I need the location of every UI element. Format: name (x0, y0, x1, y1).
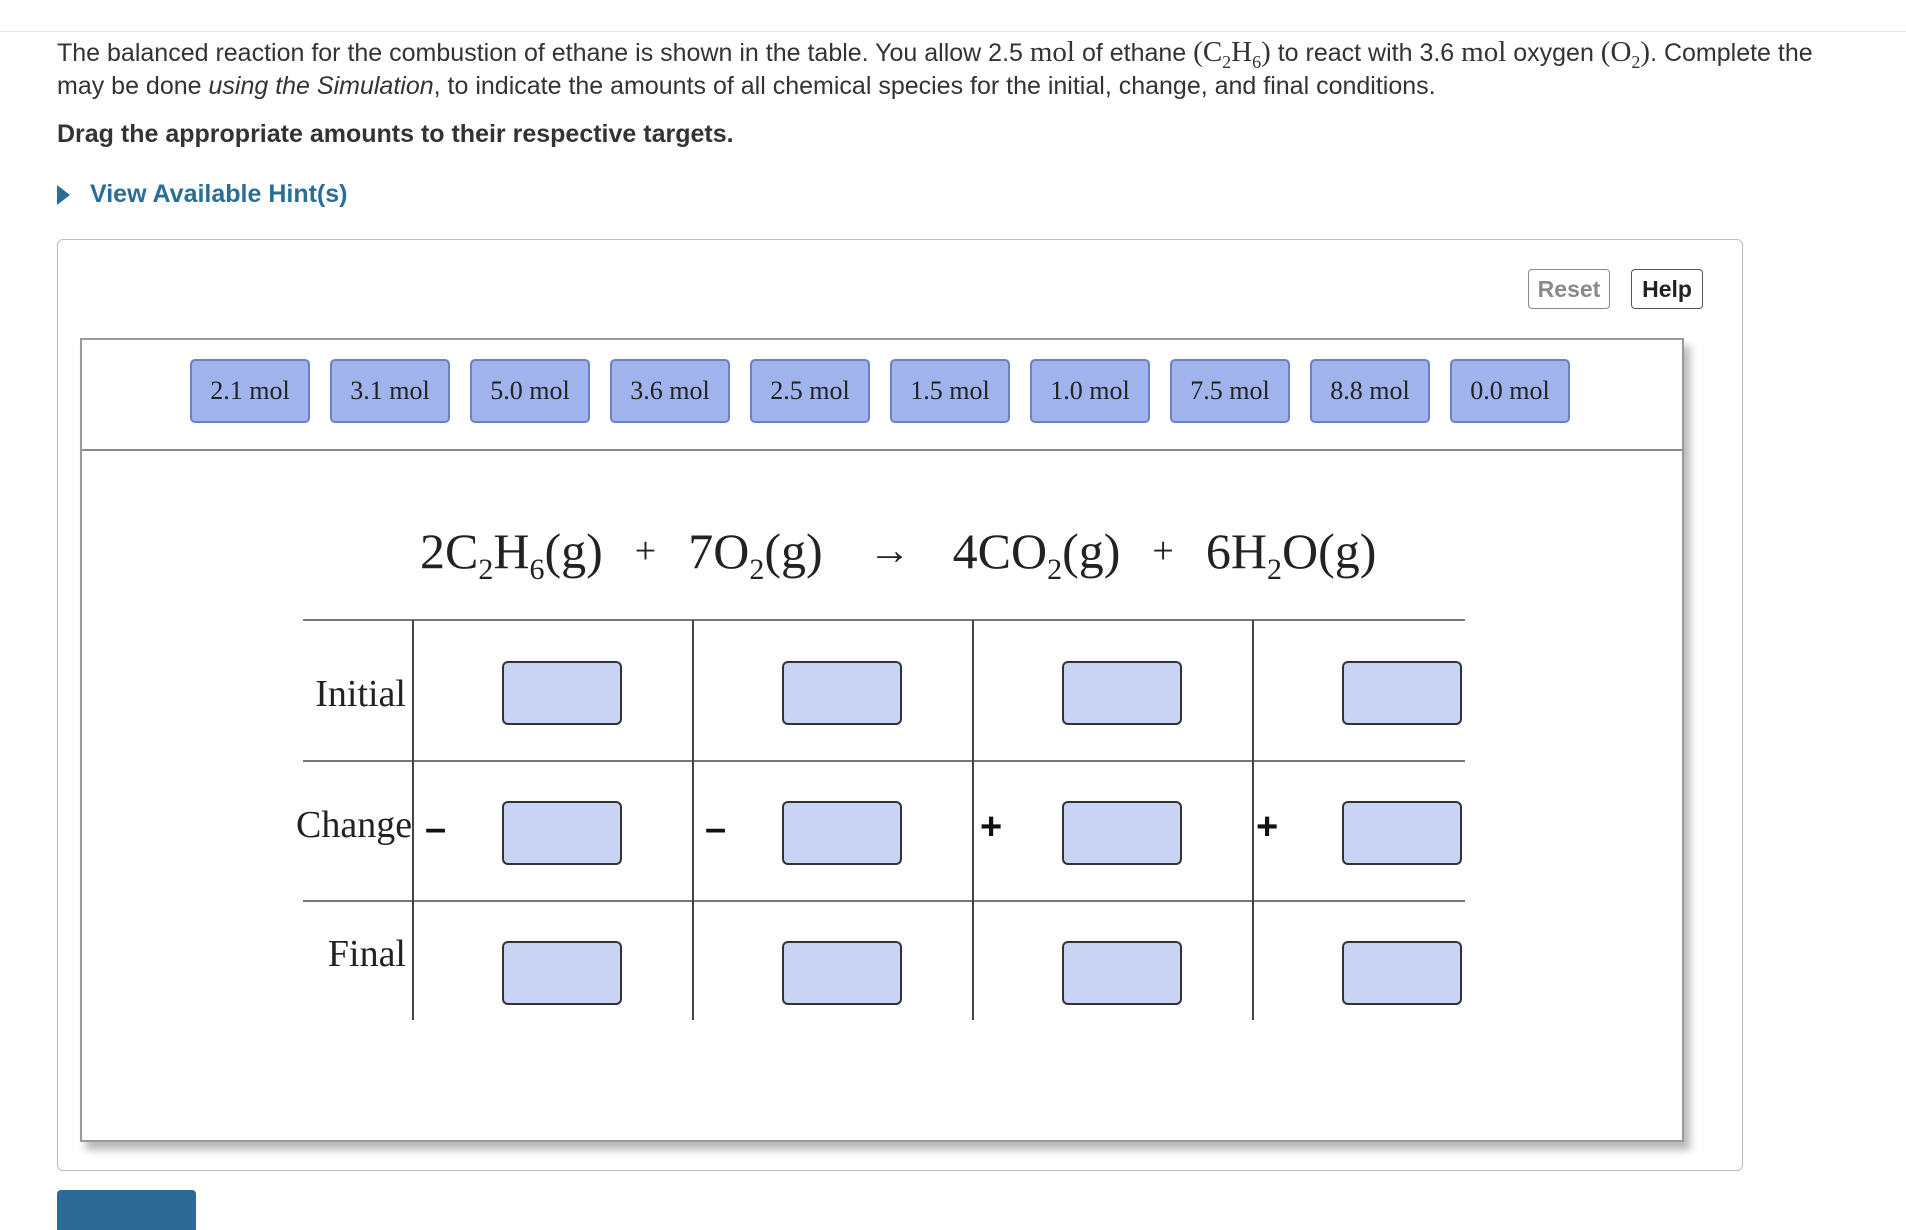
expand-triangle-icon (57, 185, 70, 205)
tile-0-0-mol[interactable]: 0.0 mol (1450, 359, 1570, 423)
plus-sign: + (980, 806, 1003, 848)
top-divider (0, 31, 1906, 32)
tile-3-6-mol[interactable]: 3.6 mol (610, 359, 730, 423)
target-initial-c2h6[interactable] (502, 661, 622, 725)
target-change-c2h6[interactable] (502, 801, 622, 865)
target-change-h2o[interactable] (1342, 801, 1462, 865)
table-column-rule (412, 620, 414, 1020)
minus-sign: – (705, 808, 727, 850)
tray-divider (82, 449, 1682, 451)
tile-5-0-mol[interactable]: 5.0 mol (470, 359, 590, 423)
target-change-co2[interactable] (1062, 801, 1182, 865)
plus-sign: + (1256, 806, 1279, 848)
co2-term: $4CO_2(g)$ (952, 523, 1121, 586)
tile-2-1-mol[interactable]: 2.1 mol (190, 359, 310, 423)
reset-button[interactable]: Reset (1528, 269, 1610, 309)
table-top-rule (303, 619, 1465, 621)
row-label-final: Final (327, 933, 406, 975)
tile-8-8-mol[interactable]: 8.8 mol (1310, 359, 1430, 423)
target-initial-o2[interactable] (782, 661, 902, 725)
oxygen-term: $7O_2(g)$ (688, 523, 823, 586)
plus-sign: + (634, 530, 657, 572)
tile-3-1-mol[interactable]: 3.1 mol (330, 359, 450, 423)
question-line-1: The balanced reaction for the combustion of ethane is shown in the table. You allow 2.5 mol of ethane $(C_2H_6)$ to react with 3.6 mol oxygen $(O_2)$. Complete the (57, 36, 1813, 72)
table-column-rule (692, 620, 694, 1020)
tile-1-5-mol[interactable]: 1.5 mol (890, 359, 1010, 423)
table-column-rule (972, 620, 974, 1020)
question-text (57, 36, 1906, 103)
target-final-c2h6[interactable] (502, 941, 622, 1005)
reaction-arrow-icon: → (868, 528, 911, 574)
drag-drop-area (80, 338, 1684, 1142)
target-final-co2[interactable] (1062, 941, 1182, 1005)
row-label-initial: Initial (315, 673, 406, 715)
hints-label: View Available Hint(s) (90, 180, 348, 208)
water-term: $6H_2O(g)$ (1205, 523, 1377, 586)
tile-2-5-mol[interactable]: 2.5 mol (750, 359, 870, 423)
tile-1-0-mol[interactable]: 1.0 mol (1030, 359, 1150, 423)
view-hints-link[interactable] (57, 180, 347, 209)
tile-7-5-mol[interactable]: 7.5 mol (1170, 359, 1290, 423)
table-row-rule (303, 760, 1465, 762)
submit-button[interactable] (57, 1190, 196, 1230)
row-label-change: Change (296, 804, 413, 846)
question-line-2: may be done using the Simulation, to indicate the amounts of all chemical species for the initial, change, and final conditions. (57, 72, 1436, 100)
reaction-equation (420, 522, 1377, 586)
target-initial-h2o[interactable] (1342, 661, 1462, 725)
table-row-rule (303, 900, 1465, 902)
table-column-rule (1252, 620, 1254, 1020)
help-button[interactable]: Help (1631, 269, 1703, 309)
target-change-o2[interactable] (782, 801, 902, 865)
target-final-o2[interactable] (782, 941, 902, 1005)
target-initial-co2[interactable] (1062, 661, 1182, 725)
ethane-term: $2C_2H_6(g)$ (420, 523, 603, 586)
minus-sign: – (425, 808, 447, 850)
instruction-text: Drag the appropriate amounts to their respective targets. (57, 120, 734, 148)
target-final-h2o[interactable] (1342, 941, 1462, 1005)
plus-sign: + (1152, 530, 1174, 572)
